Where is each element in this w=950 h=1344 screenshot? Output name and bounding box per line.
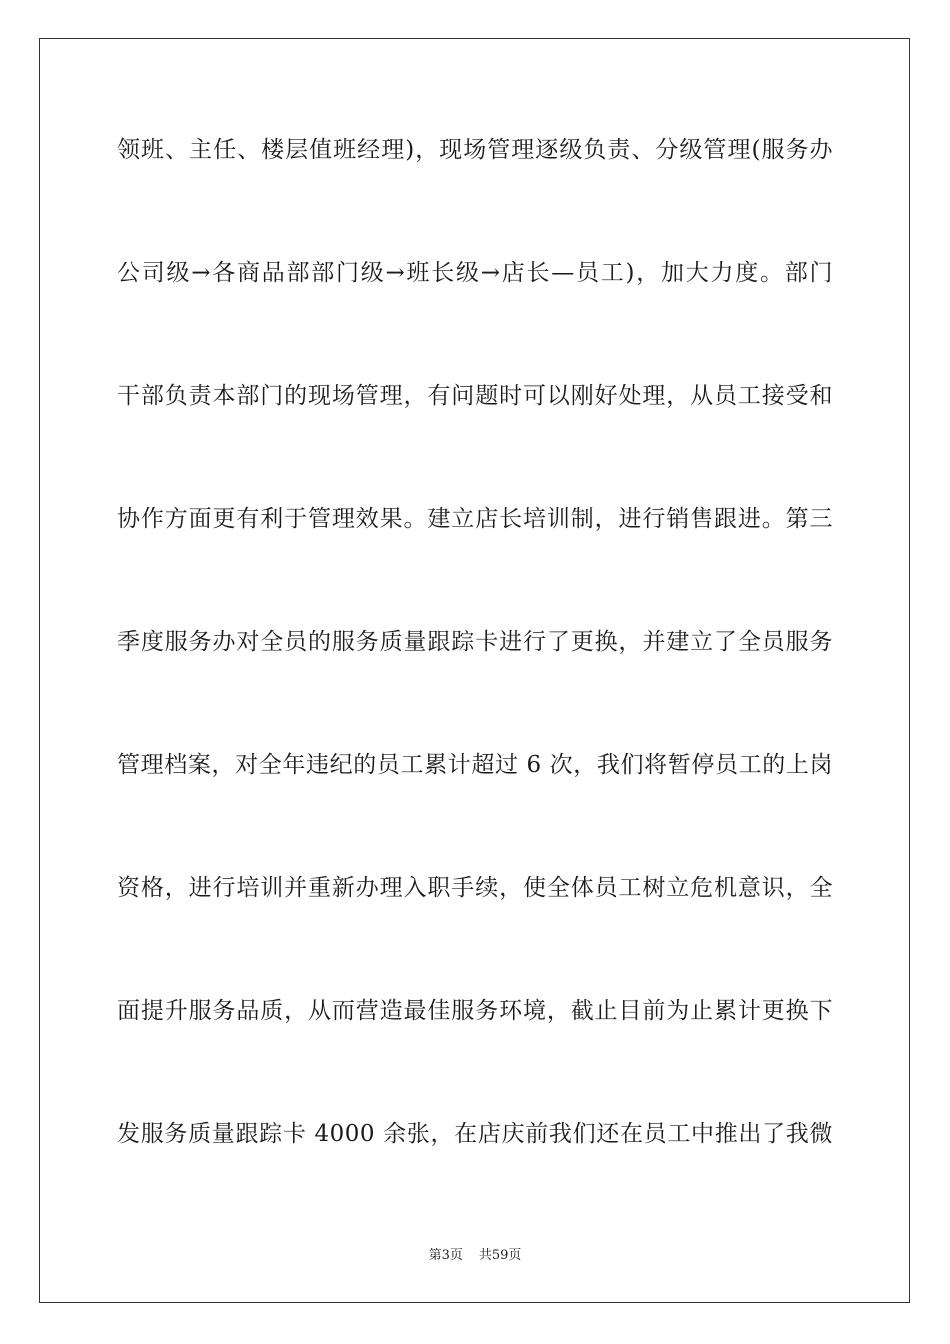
page-footer bbox=[0, 1246, 950, 1266]
text-line-3: 干部负责本部门的现场管理，有问题时可以刚好处理，从员工接受和 bbox=[117, 383, 833, 409]
text-line-9: 发服务质量跟踪卡 4000 余张，在店庆前我们还在员工中推出了我微 bbox=[117, 1121, 833, 1147]
text-line-4: 协作方面更有利于管理效果。建立店长培训制，进行销售跟进。第三 bbox=[117, 506, 833, 532]
text-line-8: 面提升服务品质，从而营造最佳服务环境，截止目前为止累计更换下 bbox=[117, 998, 833, 1024]
text-line-6: 管理档案，对全年违纪的员工累计超过 6 次，我们将暂停员工的上岗 bbox=[117, 752, 833, 778]
text-line-5: 季度服务办对全员的服务质量跟踪卡进行了更换，并建立了全员服务 bbox=[117, 629, 833, 655]
text-line-7: 资格，进行培训并重新办理入职手续，使全体员工树立危机意识，全 bbox=[117, 875, 833, 901]
document-body bbox=[117, 122, 833, 1229]
text-line-2: 公司级→各商品部部门级→班长级→店长—员工)，加大力度。部门 bbox=[117, 260, 833, 286]
page-total: 共59页 bbox=[478, 1248, 522, 1263]
text-line-1: 领班、主任、楼层值班经理)，现场管理逐级负责、分级管理(服务办 bbox=[117, 137, 833, 163]
page-number: 第3页 bbox=[428, 1248, 463, 1263]
